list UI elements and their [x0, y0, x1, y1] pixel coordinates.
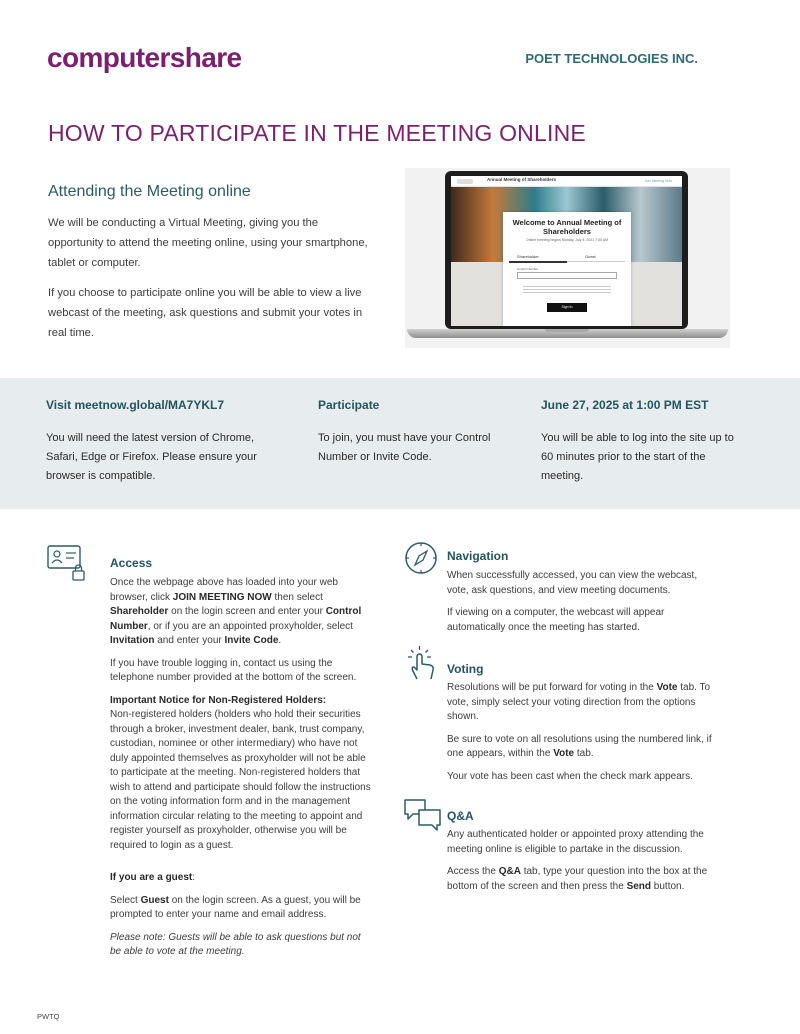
hand-tap-icon [403, 645, 443, 685]
preview-tabs [509, 252, 625, 262]
date-text: You will be able to log into the site up to 60 minutes prior to the start of the meeting. [541, 432, 734, 482]
voting-paragraph: Your vote has been cast when the check mark appears. [447, 770, 693, 782]
compass-icon [403, 540, 443, 580]
voting-heading: Voting [447, 662, 484, 676]
navigation-body [447, 569, 717, 643]
date-column [541, 398, 741, 486]
preview-header-link: Join Meeting Now [644, 179, 672, 183]
visit-column [46, 398, 281, 486]
preview-tab-underline [509, 261, 567, 263]
navigation-paragraph: If viewing on a computer, the webcast will appear automatically once the meeting has started. [447, 607, 665, 633]
footer-code: PWTQ [37, 1012, 60, 1021]
preview-tab-guest: Guest [585, 254, 596, 259]
access-paragraph: Once the webpage above has loaded into your web browser, click JOIN MEETING NOW then select Shareholder on the login screen and enter your Control Number, or if you are an appointed proxyholder, select Invitation and enter your Invite Code. [110, 577, 362, 646]
preview-card-subtitle: Online meeting begins Sunday, July 4, 2021 7:00 AM [525, 238, 609, 242]
preview-input [517, 272, 617, 279]
preview-logo-icon [457, 179, 473, 184]
notice-text: Non-registered holders (holders who hold their securities through a broker, investment dealer, bank, trust company, custodian, nominee or other intermediary) who have not duly appointed themselves as proxyholder will not be able to participate at the meeting. Non-registered holders that wish to attend and participate should follow the instructions on the voting information form and in the management information circular relating to the meeting to appoint and register yourself as proxyholder, otherwise you will be required to login as a guest. [110, 709, 371, 851]
attending-paragraph: We will be conducting a Virtual Meeting, giving you the opportunity to attend the meeting online, using your smartphone, tablet or computer. [48, 217, 368, 269]
navigation-heading: Navigation [447, 549, 509, 563]
preview-login-card [503, 212, 631, 326]
attending-heading: Attending the Meeting online [48, 183, 251, 200]
attending-paragraph: If you choose to participate online you will be able to view a live webcast of the meeting, ask questions and submit your votes in real time. [48, 287, 363, 339]
navigation-paragraph: When successfully accessed, you can view the webcast, vote, ask questions, and view meeting documents. [447, 570, 698, 596]
chat-bubbles-icon [403, 797, 443, 837]
qa-heading: Q&A [447, 809, 474, 823]
non-registered-notice [110, 694, 372, 854]
guest-heading: If you are a guest: [110, 872, 196, 883]
qa-paragraph: Any authenticated holder or appointed proxy attending the meeting online is eligible to partake in the discussion. [447, 829, 704, 855]
preview-tab-shareholder: Shareholder [517, 254, 539, 259]
access-trouble-text: If you have trouble logging in, contact us using the telephone number provided at the bottom of the screen. [110, 657, 357, 683]
voting-body [447, 681, 717, 792]
guest-text: Select Guest on the login screen. As a guest, you will be prompted to enter your name and email address. [110, 894, 361, 920]
participate-text: To join, you must have your Control Number or Invite Code. [318, 432, 491, 463]
preview-note [517, 284, 617, 298]
visit-url: Visit meetnow.global/MA7YKL7 [46, 398, 225, 412]
meeting-date: June 27, 2025 at 1:00 PM EST [541, 398, 709, 412]
info-band [0, 378, 800, 509]
preview-field-label: Control Number [517, 267, 539, 271]
meeting-site-preview [451, 176, 682, 326]
preview-header [451, 176, 682, 187]
laptop-illustration [405, 168, 730, 348]
participate-column [318, 398, 518, 467]
access-body [110, 576, 372, 968]
computershare-logo: computershare [47, 42, 242, 73]
page-title: HOW TO PARTICIPATE IN THE MEETING ONLINE [48, 120, 586, 146]
preview-sign-in-button: Sign In [547, 303, 587, 312]
notice-title: Important Notice for Non-Registered Holders: [110, 694, 327, 706]
visit-text: You will need the latest version of Chrome, Safari, Edge or Firefox. Please ensure your browser is compatible. [46, 432, 257, 482]
qa-paragraph: Access the Q&A tab, type your question into the box at the bottom of the screen and then press the Send button. [447, 866, 708, 892]
access-heading: Access [110, 556, 153, 570]
qa-body [447, 828, 717, 902]
laptop-screen [445, 171, 688, 329]
id-card-lock-icon [46, 544, 86, 584]
preview-card-title: Welcome to Annual Meeting of Shareholders [512, 218, 622, 236]
laptop-notch [545, 329, 589, 332]
company-name: POET TECHNOLOGIES INC. [525, 51, 698, 66]
voting-paragraph: Resolutions will be put forward for voting in the Vote tab. To vote, simply select your voting direction from the options shown. [447, 682, 711, 722]
preview-header-title: Annual Meeting of Shareholders [487, 177, 557, 182]
participate-heading: Participate [318, 398, 380, 412]
guest-note: Please note: Guests will be able to ask questions but not be able to vote at the meeting. [110, 931, 361, 957]
voting-paragraph: Be sure to vote on all resolutions using the numbered link, if one appears, within the Vote tab. [447, 733, 712, 759]
